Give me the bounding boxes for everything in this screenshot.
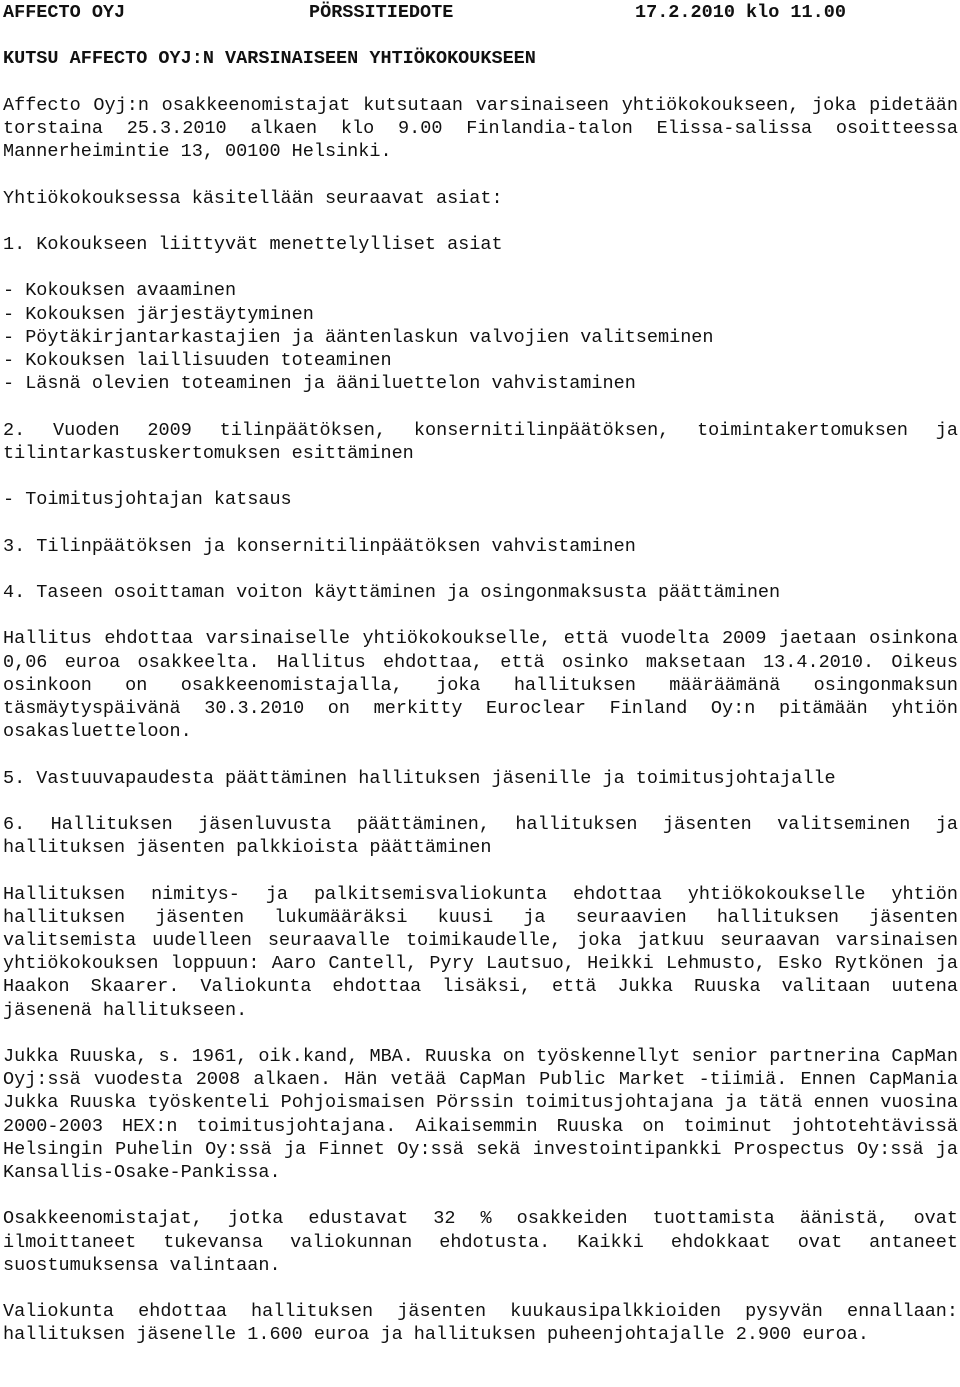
release-date: 17.2.2010 klo 11.00 [635,2,846,23]
list-item: - Kokouksen järjestäytyminen [3,303,314,325]
section-6-paragraph-4: Valiokunta ehdottaa hallituksen jäsenten kuukausipalkkioiden pysyvän ennallaan: hallituksen jäsenelle 1.600 euroa ja hallituksen puheenjohtajalle 2.900 euroa. [3,1301,958,1346]
section-6-paragraph-1: Hallituksen nimitys- ja palkitsemisvaliokunta ehdottaa yhtiökokoukselle yhtiön hallituksen jäsenten lukumääräksi kuusi ja seuraavien hallituksen jäsenten valitsemista uudelleen seuraavalle toimikaudelle, joka jatkuu seuraavan varsinaisen yhtiökokouksen loppuun: Aaro Cantell, Pyry Lautsuo, Heikki Lehmusto, Esko Rytkönen ja Haakon Skaarer. Valiokunta ehdottaa lisäksi, että Jukka Ruuska valitaan uutena jäsenenä hallitukseen. [3,883,958,1021]
section-6-heading: 6. Hallituksen jäsenluvusta päättäminen, hallituksen jäsenten valitseminen ja hallituksen jäsenten palkkioista päättäminen [3,813,958,859]
list-item: - Kokouksen avaaminen [3,280,237,302]
section-2-item: - Toimitusjohtajan katsaus [3,489,292,511]
section-4-heading: 4. Taseen osoittaman voiton käyttäminen ja osingonmaksusta päättäminen [3,581,781,603]
section-3-heading: 3. Tilinpäätöksen ja konsernitilinpäätöksen vahvistaminen [3,535,636,557]
section-6-paragraph-2: Jukka Ruuska, s. 1961, oik.kand, MBA. Ruuska on työskennellyt senior partnerina CapMan Oyj:ssä vuodesta 2008 alkaen. Hän vetää CapMan Public Market -tiimiä. Ennen CapMania Jukka Ruuska työskenteli Pohjoismaisen Pörssin toimitusjohtajana ja tätä ennen vuosina 2000-2003 HEX:n toimitusjohtajana. Aikaisemmin Ruuska on toiminut johtotehtävissä Helsingin Puhelin Oy:ssä ja Finnet Oy:ssä sekä investointipankki Prospectus Oy:ssä ja Kansallis-Osake-Pankissa. [3,1045,958,1183]
company-name: AFFECTO OYJ [3,2,126,23]
list-item: - Kokouksen laillisuuden toteaminen [3,349,392,371]
agenda-intro: Yhtiökokouksessa käsitellään seuraavat asiat: [3,187,503,209]
page-title: KUTSU AFFECTO OYJ:N VARSINAISEEN YHTIÖKOKOUKSEEN [3,48,536,70]
list-item: - Pöytäkirjantarkastajien ja ääntenlaskun valvojien valitseminen [3,326,714,348]
section-1-heading: 1. Kokoukseen liittyvät menettelylliset asiat [3,233,503,255]
section-1-list [3,279,958,395]
intro-paragraph: Affecto Oyj:n osakkeenomistajat kutsutaan varsinaiseen yhtiökokoukseen, joka pidetään torstaina 25.3.2010 alkaen klo 9.00 Finlandia-talon Elissa-salissa osoitteessa Mannerheimintie 13, 00100 Helsinki. [3,94,958,163]
document-header [3,1,958,24]
list-item: - Läsnä olevien toteaminen ja ääniluettelon vahvistaminen [3,373,636,395]
section-5-heading: 5. Vastuuvapaudesta päättäminen hallituksen jäsenille ja toimitusjohtajalle [3,767,836,789]
section-4-body: Hallitus ehdottaa varsinaiselle yhtiökokoukselle, että vuodelta 2009 jaetaan osinkona 0,06 euroa osakkeelta. Hallitus ehdottaa, että osinko maksetaan 13.4.2010. Oikeus osinkoon on osakkeenomistajalla, joka hallituksen määräämänä osingonmaksun täsmäytyspäivänä 30.3.2010 on merkitty Euroclear Finland Oy:n pitämään yhtiön osakasluetteloon. [3,628,958,743]
section-6-paragraph-3: Osakkeenomistajat, jotka edustavat 32 % osakkeiden tuottamista äänistä, ovat ilmoittaneet tukevansa valiokunnan ehdotusta. Kaikki ehdokkaat ovat antaneet suostumuksensa valintaan. [3,1208,958,1276]
section-2-heading: 2. Vuoden 2009 tilinpäätöksen, konsernitilinpäätöksen, toimintakertomuksen ja tilintarkastuskertomuksen esittäminen [3,419,958,464]
press-release-document [3,1,958,1370]
document-type: PÖRSSITIEDOTE [309,2,454,23]
